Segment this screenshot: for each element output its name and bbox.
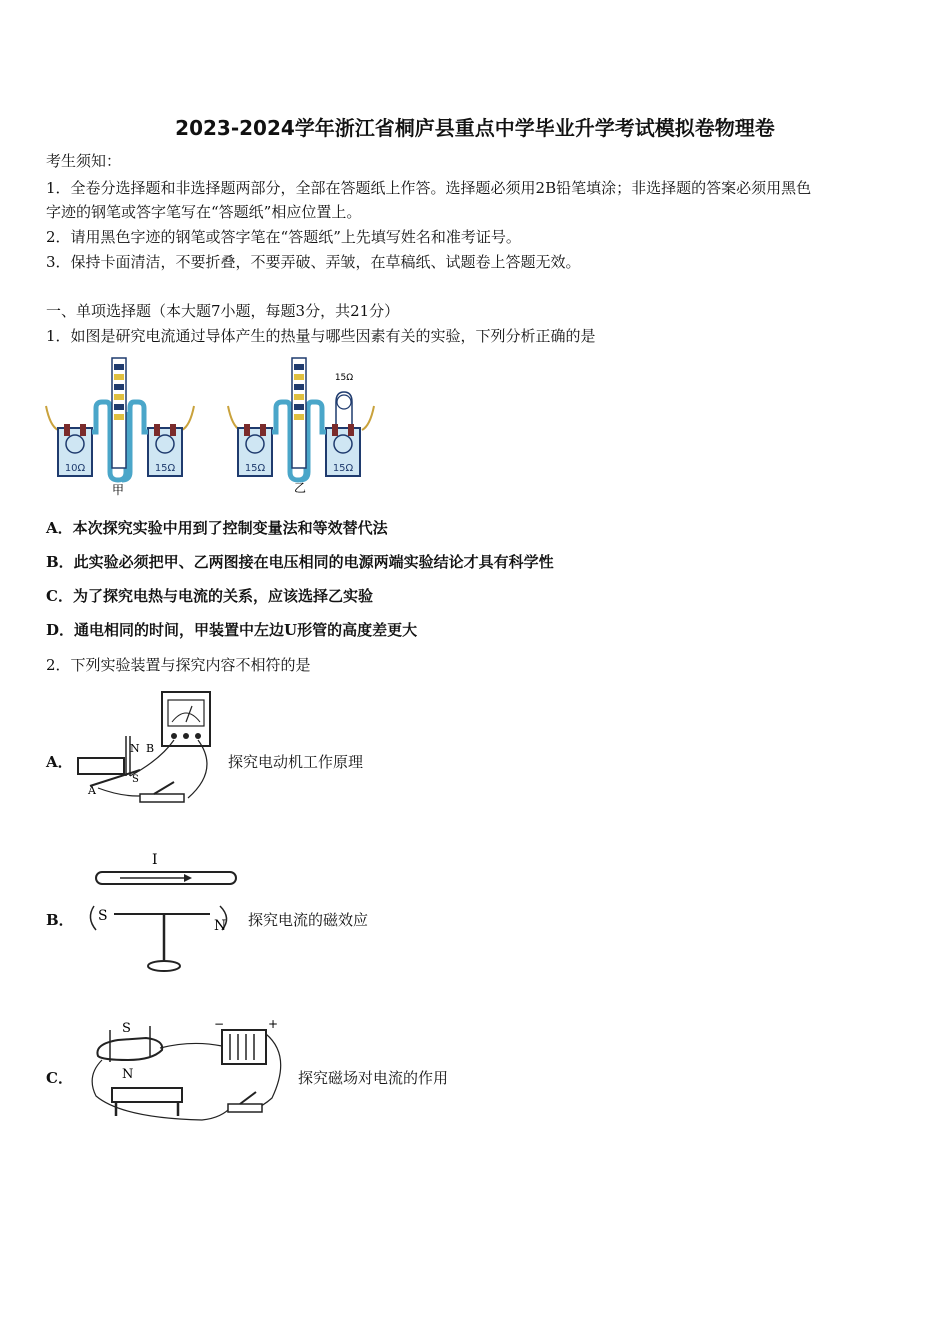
q1-option-b: B．此实验必须把甲、乙两图接在电压相同的电源两端实验结论才具有科学性 (46, 553, 554, 571)
resistor-label-right: 15Ω (154, 463, 176, 474)
figure-motor-setup (70, 690, 220, 814)
resistor-label-right: 15Ω (332, 463, 354, 474)
label-N: N (130, 742, 140, 755)
section-heading: 一、单项选择题（本大题7小题，每题3分，共21分） (46, 302, 400, 320)
q1-option-a: A．本次探究实验中用到了控制变量法和等效替代法 (46, 519, 388, 537)
q1-option-c: C．为了探究电热与电流的关系，应该选择乙实验 (46, 587, 373, 605)
figure-yi (226, 356, 378, 496)
label-N: N (122, 1067, 134, 1082)
label-S: S (98, 908, 108, 924)
notice-heading: 考生须知： (46, 152, 122, 170)
label-N: N (214, 918, 227, 934)
q1-option-d: D．通电相同的时间，甲装置中左边U形管的高度差更大 (46, 621, 418, 639)
label-S: S (122, 1021, 131, 1036)
label-plus: + (268, 1017, 279, 1031)
label-minus: − (214, 1017, 225, 1031)
notice-item: 3．保持卡面清洁，不要折叠，不要弄破、弄皱，在草稿纸、试题卷上答题无效。 (46, 253, 581, 271)
question-1-stem: 1．如图是研究电流通过导体产生的热量与哪些因素有关的实验，下列分析正确的是 (46, 327, 596, 345)
q2-option-a-letter: A． (46, 753, 73, 771)
page-title: 2023-2024学年浙江省桐庐县重点中学毕业升学考试模拟卷物理卷 (175, 116, 775, 140)
figure-caption: 乙 (293, 481, 307, 495)
figure-caption: 甲 (111, 483, 125, 497)
q2-option-b-text: 探究电流的磁效应 (248, 911, 369, 929)
resistor-label-left: 10Ω (64, 463, 86, 474)
figure-oersted-setup (80, 848, 245, 978)
q2-option-c-letter: C． (46, 1069, 73, 1087)
notice-item: 字迹的钢笔或答字笔写在“答题纸”相应位置上。 (46, 203, 362, 221)
label-current: I (152, 852, 158, 868)
notice-item: 1．全卷分选择题和非选择题两部分，全部在答题纸上作答。选择题必须用2B铅笔填涂；非选择题的答案必须用黑色 (46, 179, 812, 197)
resistor-label-left: 15Ω (244, 463, 266, 474)
q2-option-b-letter: B． (46, 911, 74, 929)
figure-force-setup (82, 1016, 294, 1126)
notice-item: 2．请用黑色字迹的钢笔或答字笔在“答题纸”上先填写姓名和准考证号。 (46, 228, 521, 246)
figure-jia (44, 356, 196, 496)
resistor-label-top: 15Ω (334, 373, 354, 383)
q2-option-a-text: 探究电动机工作原理 (228, 753, 364, 771)
label-S: S (132, 774, 139, 785)
label-B: B (146, 742, 155, 755)
question-2-stem: 2．下列实验装置与探究内容不相符的是 (46, 656, 311, 674)
label-A: A (88, 784, 96, 797)
q2-option-c-text: 探究磁场对电流的作用 (298, 1069, 449, 1087)
